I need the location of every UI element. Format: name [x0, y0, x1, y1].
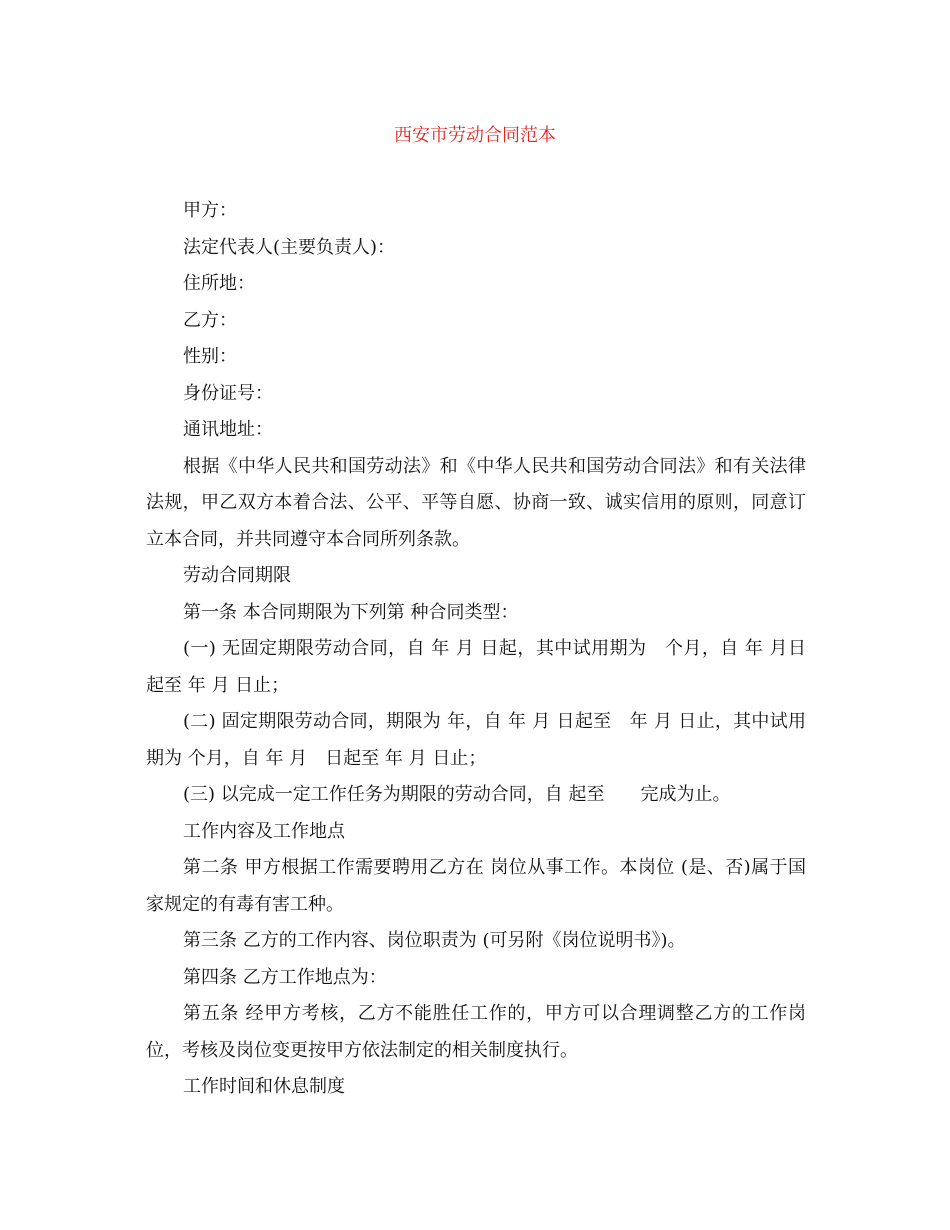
id-number-line: 身份证号： — [183, 382, 273, 404]
article-1: 第一条 本合同期限为下列第 种合同类型： — [183, 601, 519, 623]
preamble-paragraph: 根据《中华人民共和国劳动法》和《中华人民共和国劳动合同法》和有关法律法规，甲乙双方本着合法、公平、平等自愿、协商一致、诚实信用的原则，同意订立本合同，并共同遵守本合同所列条款。 — [146, 455, 806, 550]
document-title: 西安市劳动合同范本 — [394, 125, 556, 146]
party-a-line: 甲方： — [183, 200, 237, 221]
section-heading-work-hours: 工作时间和休息制度 — [183, 1076, 345, 1097]
article-1-item-3: (三) 以完成一定工作任务为期限的劳动合同，自 起至 完成为止。 — [183, 784, 731, 805]
section-heading-term: 劳动合同期限 — [183, 565, 291, 586]
article-3: 第三条 乙方的工作内容、岗位职责为 (可另附《岗位说明书》)。 — [183, 930, 686, 951]
address-line: 住所地： — [183, 273, 255, 294]
article-1-item-2: (二) 固定期限劳动合同，期限为 年，自 年 月 日起至 年 月 日止，其中试用期为 个月，自 年 月 日起至 年 月 日止； — [146, 711, 806, 769]
article-4: 第四条 乙方工作地点为： — [183, 966, 387, 988]
article-2: 第二条 甲方根据工作需要聘用乙方在 岗位从事工作。本岗位 (是、否)属于国家规定的有毒有害工种。 — [146, 857, 806, 915]
document-body — [146, 193, 806, 1106]
article-5: 第五条 经甲方考核，乙方不能胜任工作的，甲方可以合理调整乙方的工作岗位，考核及岗位变更按甲方依法制定的相关制度执行。 — [146, 1003, 806, 1061]
legal-representative-line: 法定代表人(主要负责人)： — [183, 236, 396, 258]
article-1-item-1: (一) 无固定期限劳动合同，自 年 月 日起，其中试用期为 个月，自 年 月日起至 年 月 日止； — [146, 638, 806, 696]
party-b-line: 乙方： — [183, 309, 237, 331]
mailing-address-line: 通讯地址： — [183, 419, 273, 440]
section-heading-work-content: 工作内容及工作地点 — [183, 820, 345, 842]
gender-line: 性别： — [183, 346, 237, 367]
